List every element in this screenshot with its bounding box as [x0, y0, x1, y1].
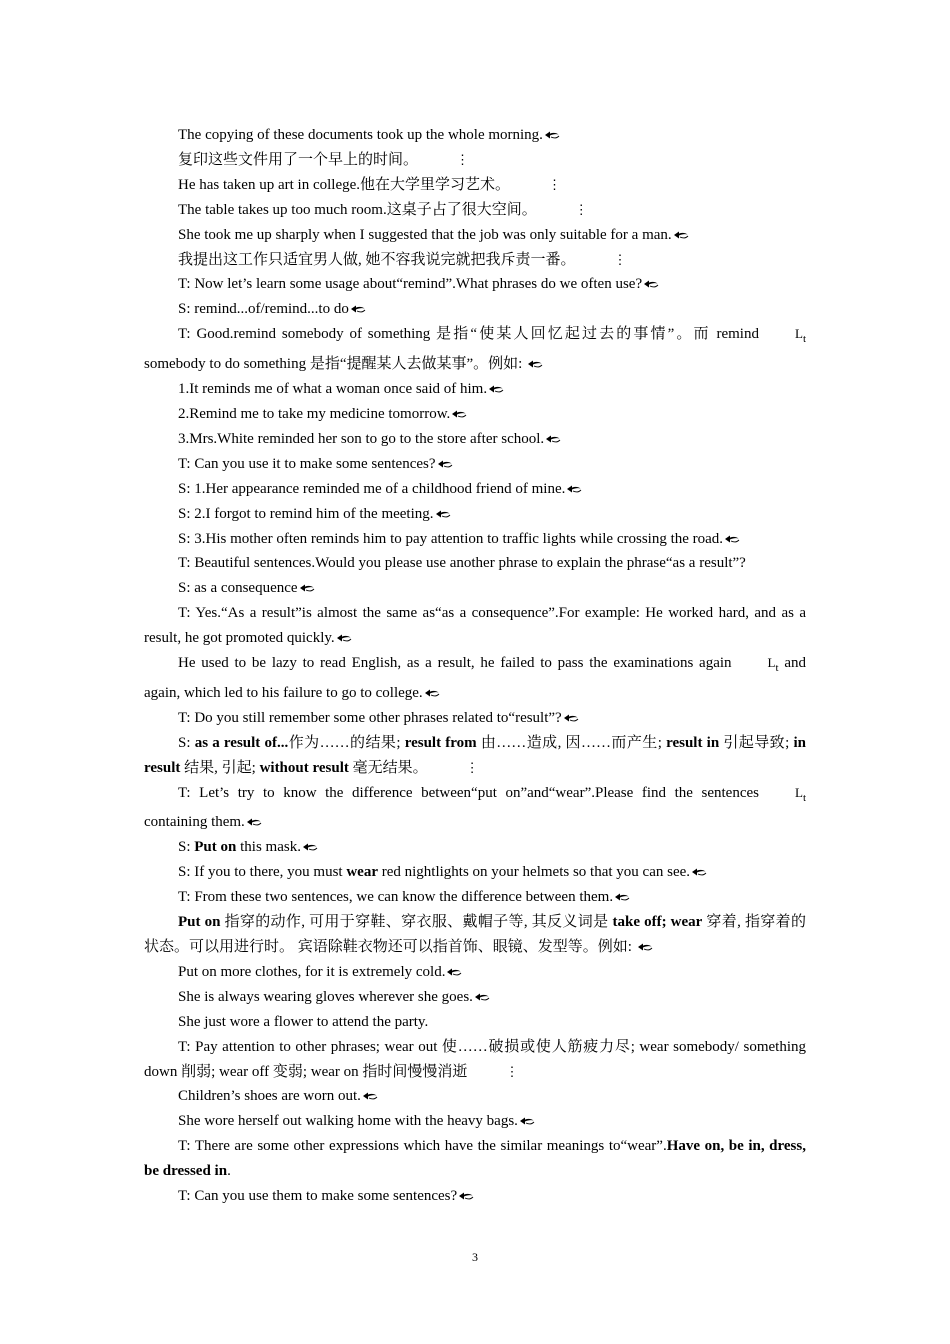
paragraph-arrow-icon — [437, 459, 453, 469]
text-run: 引起导致; — [719, 734, 794, 751]
bold-term: Put on — [178, 914, 221, 931]
paragraph — [144, 377, 806, 402]
paragraph — [144, 1109, 806, 1134]
paragraph-arrow-icon — [336, 633, 352, 643]
paragraph-arrow-icon — [302, 842, 318, 852]
text-run: T: Beautiful sentences.Would you please use another phrase to explain the phrase“as a result”? — [178, 555, 746, 572]
paragraph — [144, 860, 806, 885]
paragraph — [144, 297, 806, 322]
paragraph — [144, 1084, 806, 1109]
vertical-ellipsis-mark: ⋮ — [574, 201, 588, 217]
text-run: T: Pay attention to other phrases; wear out 使……破损或使人筋疲力尽; wear somebody/ something down 削弱; wear off 变弱; wear on 指时间慢慢消逝 — [144, 1038, 806, 1080]
text-run: 指穿的动作, 可用于穿鞋、穿衣服、戴帽子等, 其反义词是 — [220, 914, 613, 931]
paragraph — [144, 477, 806, 502]
paragraph-arrow-icon — [544, 130, 560, 140]
text-run: T: Do you still remember some other phrases related to“result”? — [178, 709, 562, 726]
paragraph — [144, 910, 806, 960]
paragraph — [144, 527, 806, 552]
paragraph — [144, 427, 806, 452]
text-run: T: Good.remind somebody of something 是指“使某人回忆起过去的事情”。而 remind — [178, 326, 759, 343]
text-run: T: Let’s try to know the difference between“put on”and“wear”.Please find the sentences — [178, 784, 759, 801]
text-run: red nightlights on your helmets so that you can see. — [377, 864, 691, 881]
paragraph-arrow-icon — [435, 509, 451, 519]
paragraph — [144, 148, 806, 173]
paragraph — [144, 835, 806, 860]
text-run: T: From these two sentences, we can know the difference between them. — [178, 889, 614, 906]
paragraph — [144, 706, 806, 731]
text-run: 由……造成, 因……而产生; — [476, 734, 667, 751]
bold-term: Put on — [194, 839, 237, 856]
paragraph-arrow-icon — [458, 1191, 474, 1201]
text-run: . — [227, 1163, 231, 1180]
text-run: She wore herself out walking home with the heavy bags. — [178, 1113, 518, 1130]
paragraph-arrow-icon — [563, 713, 579, 723]
text-run: S: 3.His mother often reminds him to pay attention to traffic lights while crossing the road. — [178, 530, 724, 547]
line-break-mark: $L_t$ — [794, 326, 806, 346]
text-run: S: 1.Her appearance reminded me of a childhood friend of mine. — [178, 480, 566, 497]
text-run: S: remind...of/remind...to do — [178, 301, 349, 318]
text-run: The table takes up too much room.这桌子占了很大空间。 — [178, 201, 537, 218]
lesson-body — [144, 123, 806, 1209]
paragraph — [144, 985, 806, 1010]
vertical-ellipsis-mark: ⋮ — [548, 176, 562, 192]
bold-term: without result — [259, 759, 349, 776]
text-run: He used to be lazy to read English, as a result, he failed to pass the examinations again — [178, 655, 732, 672]
paragraph-arrow-icon — [446, 967, 462, 977]
paragraph — [144, 1035, 806, 1085]
text-run: T: Can you use it to make some sentences? — [178, 455, 436, 472]
text-run: 结果, 引起; — [180, 759, 260, 776]
vertical-ellipsis-mark: ⋮ — [465, 759, 479, 775]
paragraph-arrow-icon — [362, 1091, 378, 1101]
paragraph — [144, 601, 806, 651]
text-run: somebody to do something 是指“提醒某人去做某事”。例如: — [144, 356, 527, 373]
paragraph-arrow-icon — [424, 688, 440, 698]
text-run: 2.Remind me to take my medicine tomorrow. — [178, 405, 451, 422]
text-run: 我提出这工作只适宜男人做, 她不容我说完就把我斥责一番。 — [178, 251, 576, 268]
text-run: Children’s shoes are worn out. — [178, 1088, 361, 1105]
paragraph — [144, 248, 806, 273]
text-run: S: If you to there, you must — [178, 864, 347, 881]
paragraph — [144, 272, 806, 297]
paragraph — [144, 173, 806, 198]
text-run: S: — [178, 734, 195, 751]
paragraph — [144, 452, 806, 477]
text-run: and again, which led to his failure to go to college. — [144, 655, 806, 701]
paragraph — [144, 885, 806, 910]
paragraph-arrow-icon — [614, 892, 630, 902]
paragraph — [144, 1134, 806, 1184]
line-break-mark: $L_t$ — [794, 784, 806, 804]
paragraph — [144, 731, 806, 781]
paragraph-arrow-icon — [673, 230, 689, 240]
paragraph-arrow-icon — [451, 409, 467, 419]
bold-term: take off; wear — [612, 914, 703, 931]
vertical-ellipsis-mark: ⋮ — [456, 151, 470, 167]
text-run: T: There are some other expressions which have the similar meanings to“wear”. — [178, 1138, 667, 1155]
paragraph — [144, 651, 806, 706]
text-run: 1.It reminds me of what a woman once said of him. — [178, 381, 488, 398]
bold-term: Have on, be in, dress, be dressed in — [144, 1138, 806, 1180]
line-break-mark: $L_t$ — [767, 655, 779, 675]
vertical-ellipsis-mark: ⋮ — [613, 251, 627, 267]
paragraph — [144, 402, 806, 427]
text-run: T: Now let’s learn some usage about“remind”.What phrases do we often use? — [178, 276, 643, 293]
text-run: T: Yes.“As a result”is almost the same as“as a consequence”.For example: He worked hard, and as a result, he got promoted quickly. — [144, 605, 806, 647]
text-run: He has taken up art in college.他在大学里学习艺术。 — [178, 176, 511, 193]
text-run: She is always wearing gloves wherever she goes. — [178, 988, 473, 1005]
text-run: 3.Mrs.White reminded her son to go to the store after school. — [178, 430, 545, 447]
text-run: She took me up sharply when I suggested that the job was only suitable for a man. — [178, 226, 672, 243]
bold-term: wear — [346, 864, 378, 881]
paragraph-arrow-icon — [299, 583, 315, 593]
paragraph-arrow-icon — [350, 304, 366, 314]
text-run: this mask. — [236, 839, 301, 856]
paragraph — [144, 551, 806, 576]
text-run: T: Can you use them to make some sentences? — [178, 1188, 458, 1205]
paragraph — [144, 502, 806, 527]
text-run: Put on more clothes, for it is extremely cold. — [178, 963, 446, 980]
bold-term: result from — [404, 734, 477, 751]
paragraph — [144, 1184, 806, 1209]
paragraph — [144, 322, 806, 377]
paragraph-arrow-icon — [545, 434, 561, 444]
text-run: S: — [178, 839, 195, 856]
text-run: containing them. — [144, 814, 245, 831]
paragraph-arrow-icon — [566, 484, 582, 494]
text-run: 毫无结果。 — [348, 759, 428, 776]
paragraph — [144, 123, 806, 148]
paragraph — [144, 781, 806, 836]
paragraph-arrow-icon — [637, 942, 653, 952]
bold-term: result in — [666, 734, 720, 751]
paragraph-arrow-icon — [724, 534, 740, 544]
paragraph — [144, 1010, 806, 1035]
bold-term: in result — [144, 734, 806, 776]
page-number: 3 — [472, 1250, 478, 1264]
text-run: 作为……的结果; — [288, 734, 405, 751]
text-run: 复印这些文件用了一个早上的时间。 — [178, 151, 419, 168]
text-run: She just wore a flower to attend the party. — [178, 1013, 429, 1030]
paragraph-arrow-icon — [643, 279, 659, 289]
paragraph-arrow-icon — [488, 384, 504, 394]
paragraph — [144, 960, 806, 985]
paragraph-arrow-icon — [527, 359, 543, 369]
paragraph-arrow-icon — [519, 1116, 535, 1126]
paragraph-arrow-icon — [474, 992, 490, 1002]
bold-term: as a result of... — [194, 734, 289, 751]
paragraph — [144, 223, 806, 248]
text-run: S: as a consequence — [178, 580, 298, 597]
paragraph — [144, 576, 806, 601]
paragraph — [144, 198, 806, 223]
text-run: The copying of these documents took up the whole morning. — [178, 127, 543, 143]
paragraph-arrow-icon — [691, 867, 707, 877]
text-run: S: 2.I forgot to remind him of the meeting. — [178, 505, 434, 522]
vertical-ellipsis-mark: ⋮ — [505, 1063, 519, 1079]
paragraph-arrow-icon — [246, 817, 262, 827]
text-run: 穿着, 指穿着的状态。可以用进行时。 宾语除鞋衣物还可以指首饰、眼镜、发型等。例如: — [144, 914, 806, 955]
